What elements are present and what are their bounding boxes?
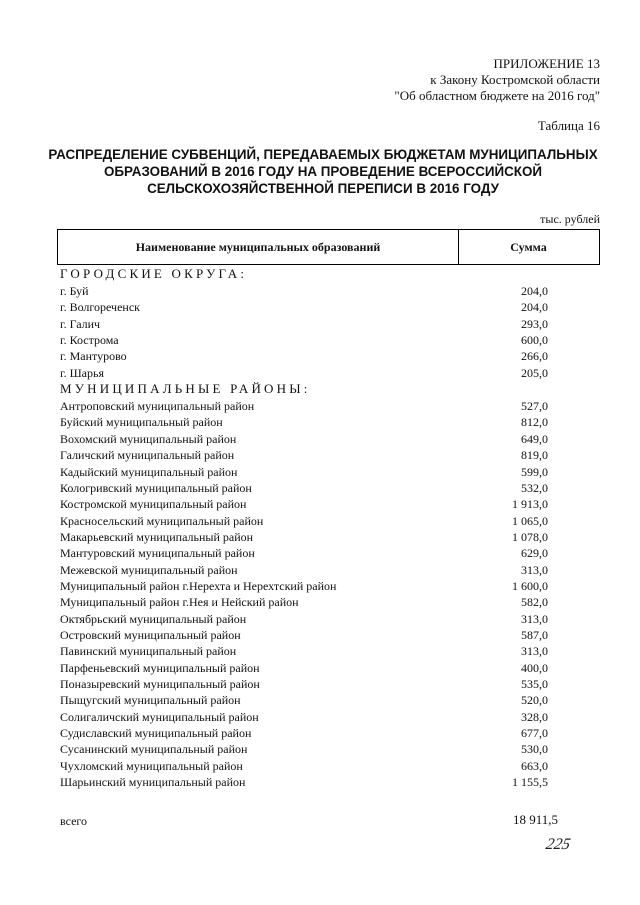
municipality-name: Солигаличский муниципальный район xyxy=(60,709,259,724)
municipality-name: Парфеньевский муниципальный район xyxy=(60,660,260,675)
document-title xyxy=(40,146,606,197)
subvention-amount: 582,0 xyxy=(521,595,548,610)
municipality-name: Октябрьский муниципальный район xyxy=(60,611,247,626)
table-row xyxy=(0,562,640,578)
table-row xyxy=(0,643,640,659)
table-row xyxy=(0,594,640,610)
subvention-amount: 530,0 xyxy=(521,742,548,757)
subvention-amount: 1 065,0 xyxy=(512,513,548,528)
table-header xyxy=(57,229,600,265)
subvention-amount: 204,0 xyxy=(521,300,548,315)
table-row xyxy=(0,660,640,676)
table-row xyxy=(0,545,640,561)
subvention-amount: 400,0 xyxy=(521,660,548,675)
table-row xyxy=(0,611,640,627)
table-row xyxy=(0,398,640,414)
municipality-name: Чухломский муниципальный район xyxy=(60,758,243,773)
table-row xyxy=(0,741,640,757)
subvention-amount: 532,0 xyxy=(521,480,548,495)
municipality-name: Муниципальный район г.Нерехта и Нерехтский район xyxy=(60,578,337,593)
table-row xyxy=(0,496,640,512)
table-row xyxy=(0,709,640,725)
subvention-amount: 812,0 xyxy=(521,415,548,430)
municipality-name: Судиславский муниципальный район xyxy=(60,726,252,741)
table-row xyxy=(0,627,640,643)
subvention-amount: 527,0 xyxy=(521,399,548,414)
document-title-line-1: РАСПРЕДЕЛЕНИЕ СУБВЕНЦИЙ, ПЕРЕДАВАЕМЫХ БЮДЖЕТАМ МУНИЦИПАЛЬНЫХ xyxy=(48,147,598,162)
municipality-name: Муниципальный район г.Нея и Нейский район xyxy=(60,595,299,610)
header-name-column: Наименование муниципальных образований xyxy=(135,240,381,254)
municipality-name: г. Галич xyxy=(60,316,101,331)
subvention-amount: 204,0 xyxy=(521,284,548,298)
subvention-amount: 328,0 xyxy=(521,709,548,724)
table-row xyxy=(0,774,640,790)
subvention-amount: 663,0 xyxy=(521,758,548,773)
total-label: всего xyxy=(60,814,88,828)
municipality-name: Макарьевский муниципальный район xyxy=(60,529,254,544)
document-title-line-2: ОБРАЗОВАНИЙ В 2016 ГОДУ НА ПРОВЕДЕНИЕ ВСЕРОССИЙСКОЙ xyxy=(104,164,542,179)
municipality-name: Антроповский муниципальный район xyxy=(60,399,255,414)
municipality-name: Пыщугский муниципальный район xyxy=(60,693,241,708)
subvention-amount: 819,0 xyxy=(521,448,548,463)
appendix-line-1: ПРИЛОЖЕНИЕ 13 xyxy=(493,56,600,71)
municipality-name: г. Кострома xyxy=(60,333,119,348)
table-row xyxy=(0,758,640,774)
municipality-name: г. Мантурово xyxy=(60,349,127,364)
subvention-amount: 1 913,0 xyxy=(512,497,548,512)
appendix-line-2: к Закону Костромской области xyxy=(430,72,600,87)
municipality-name: Вохомский муниципальный район xyxy=(60,431,237,446)
municipality-name: Павинский муниципальный район xyxy=(60,644,237,659)
table-row xyxy=(0,332,640,348)
table-row xyxy=(0,348,640,364)
municipality-name: Сусанинский муниципальный район xyxy=(60,742,248,757)
subvention-amount: 313,0 xyxy=(521,562,548,577)
table-row xyxy=(0,529,640,545)
table-row xyxy=(0,513,640,529)
subvention-amount: 587,0 xyxy=(521,628,548,642)
total-amount: 18 911,5 xyxy=(512,812,558,827)
municipality-name: Костромской муниципальный район xyxy=(60,497,247,512)
municipality-name: Поназыревский муниципальный район xyxy=(60,677,260,692)
section-title: ГОРОДСКИЕ ОКРУГА: xyxy=(60,266,248,281)
table-row xyxy=(0,316,640,332)
table-row xyxy=(0,725,640,741)
table-row xyxy=(0,676,640,692)
subvention-amount: 1 600,0 xyxy=(512,578,548,593)
subvention-amount: 293,0 xyxy=(521,316,548,331)
subvention-amount: 600,0 xyxy=(521,333,548,348)
table-row xyxy=(0,480,640,496)
subvention-amount: 677,0 xyxy=(521,726,548,741)
subvention-amount: 1 155,5 xyxy=(512,775,548,790)
subvention-amount: 1 078,0 xyxy=(512,529,548,544)
subvention-amount: 313,0 xyxy=(521,644,548,659)
municipality-name: Кологривский муниципальный район xyxy=(60,480,252,495)
units-label: тыс. рублей xyxy=(540,212,600,226)
header-sum-column: Сумма xyxy=(510,240,547,254)
municipality-name: Мантуровский муниципальный район xyxy=(60,546,255,561)
municipality-name: г. Буй xyxy=(60,284,89,298)
table-row xyxy=(0,414,640,430)
municipality-name: г. Волгореченск xyxy=(60,300,140,315)
municipality-name: Галичский муниципальный район xyxy=(60,448,235,463)
subvention-amount: 629,0 xyxy=(521,546,548,561)
table-row xyxy=(0,283,640,299)
table-row xyxy=(0,431,640,447)
municipality-name: Красносельский муниципальный район xyxy=(60,513,264,528)
subvention-amount: 535,0 xyxy=(521,677,548,692)
table-row xyxy=(0,299,640,315)
subvention-amount: 649,0 xyxy=(521,431,548,446)
subvention-amount: 205,0 xyxy=(521,365,548,380)
municipality-name: г. Шарья xyxy=(60,365,104,380)
municipality-name: Шарьинский муниципальный район xyxy=(60,775,246,790)
table-row xyxy=(0,464,640,480)
appendix-line-3: "Об областном бюджете на 2016 год" xyxy=(394,88,600,103)
table-row xyxy=(0,447,640,463)
table-row xyxy=(0,578,640,594)
subvention-amount: 520,0 xyxy=(521,693,548,708)
municipality-name: Островский муниципальный район xyxy=(60,628,241,642)
subvention-amount: 313,0 xyxy=(521,611,548,626)
municipality-name: Буйский муниципальный район xyxy=(60,415,223,430)
subvention-amount: 599,0 xyxy=(521,464,548,479)
section-title: МУНИЦИПАЛЬНЫЕ РАЙОНЫ: xyxy=(60,381,311,397)
table-row xyxy=(0,692,640,708)
document-title-line-3: СЕЛЬСКОХОЗЯЙСТВЕННОЙ ПЕРЕПИСИ В 2016 ГОДУ xyxy=(147,181,499,196)
table-number-label: Таблица 16 xyxy=(537,118,600,133)
handwritten-page-number: 225 xyxy=(544,836,572,853)
municipality-name: Межевской муниципальный район xyxy=(60,562,238,577)
subvention-amount: 266,0 xyxy=(521,349,548,364)
municipality-name: Кадыйский муниципальный район xyxy=(60,464,238,479)
table-row xyxy=(0,365,640,381)
